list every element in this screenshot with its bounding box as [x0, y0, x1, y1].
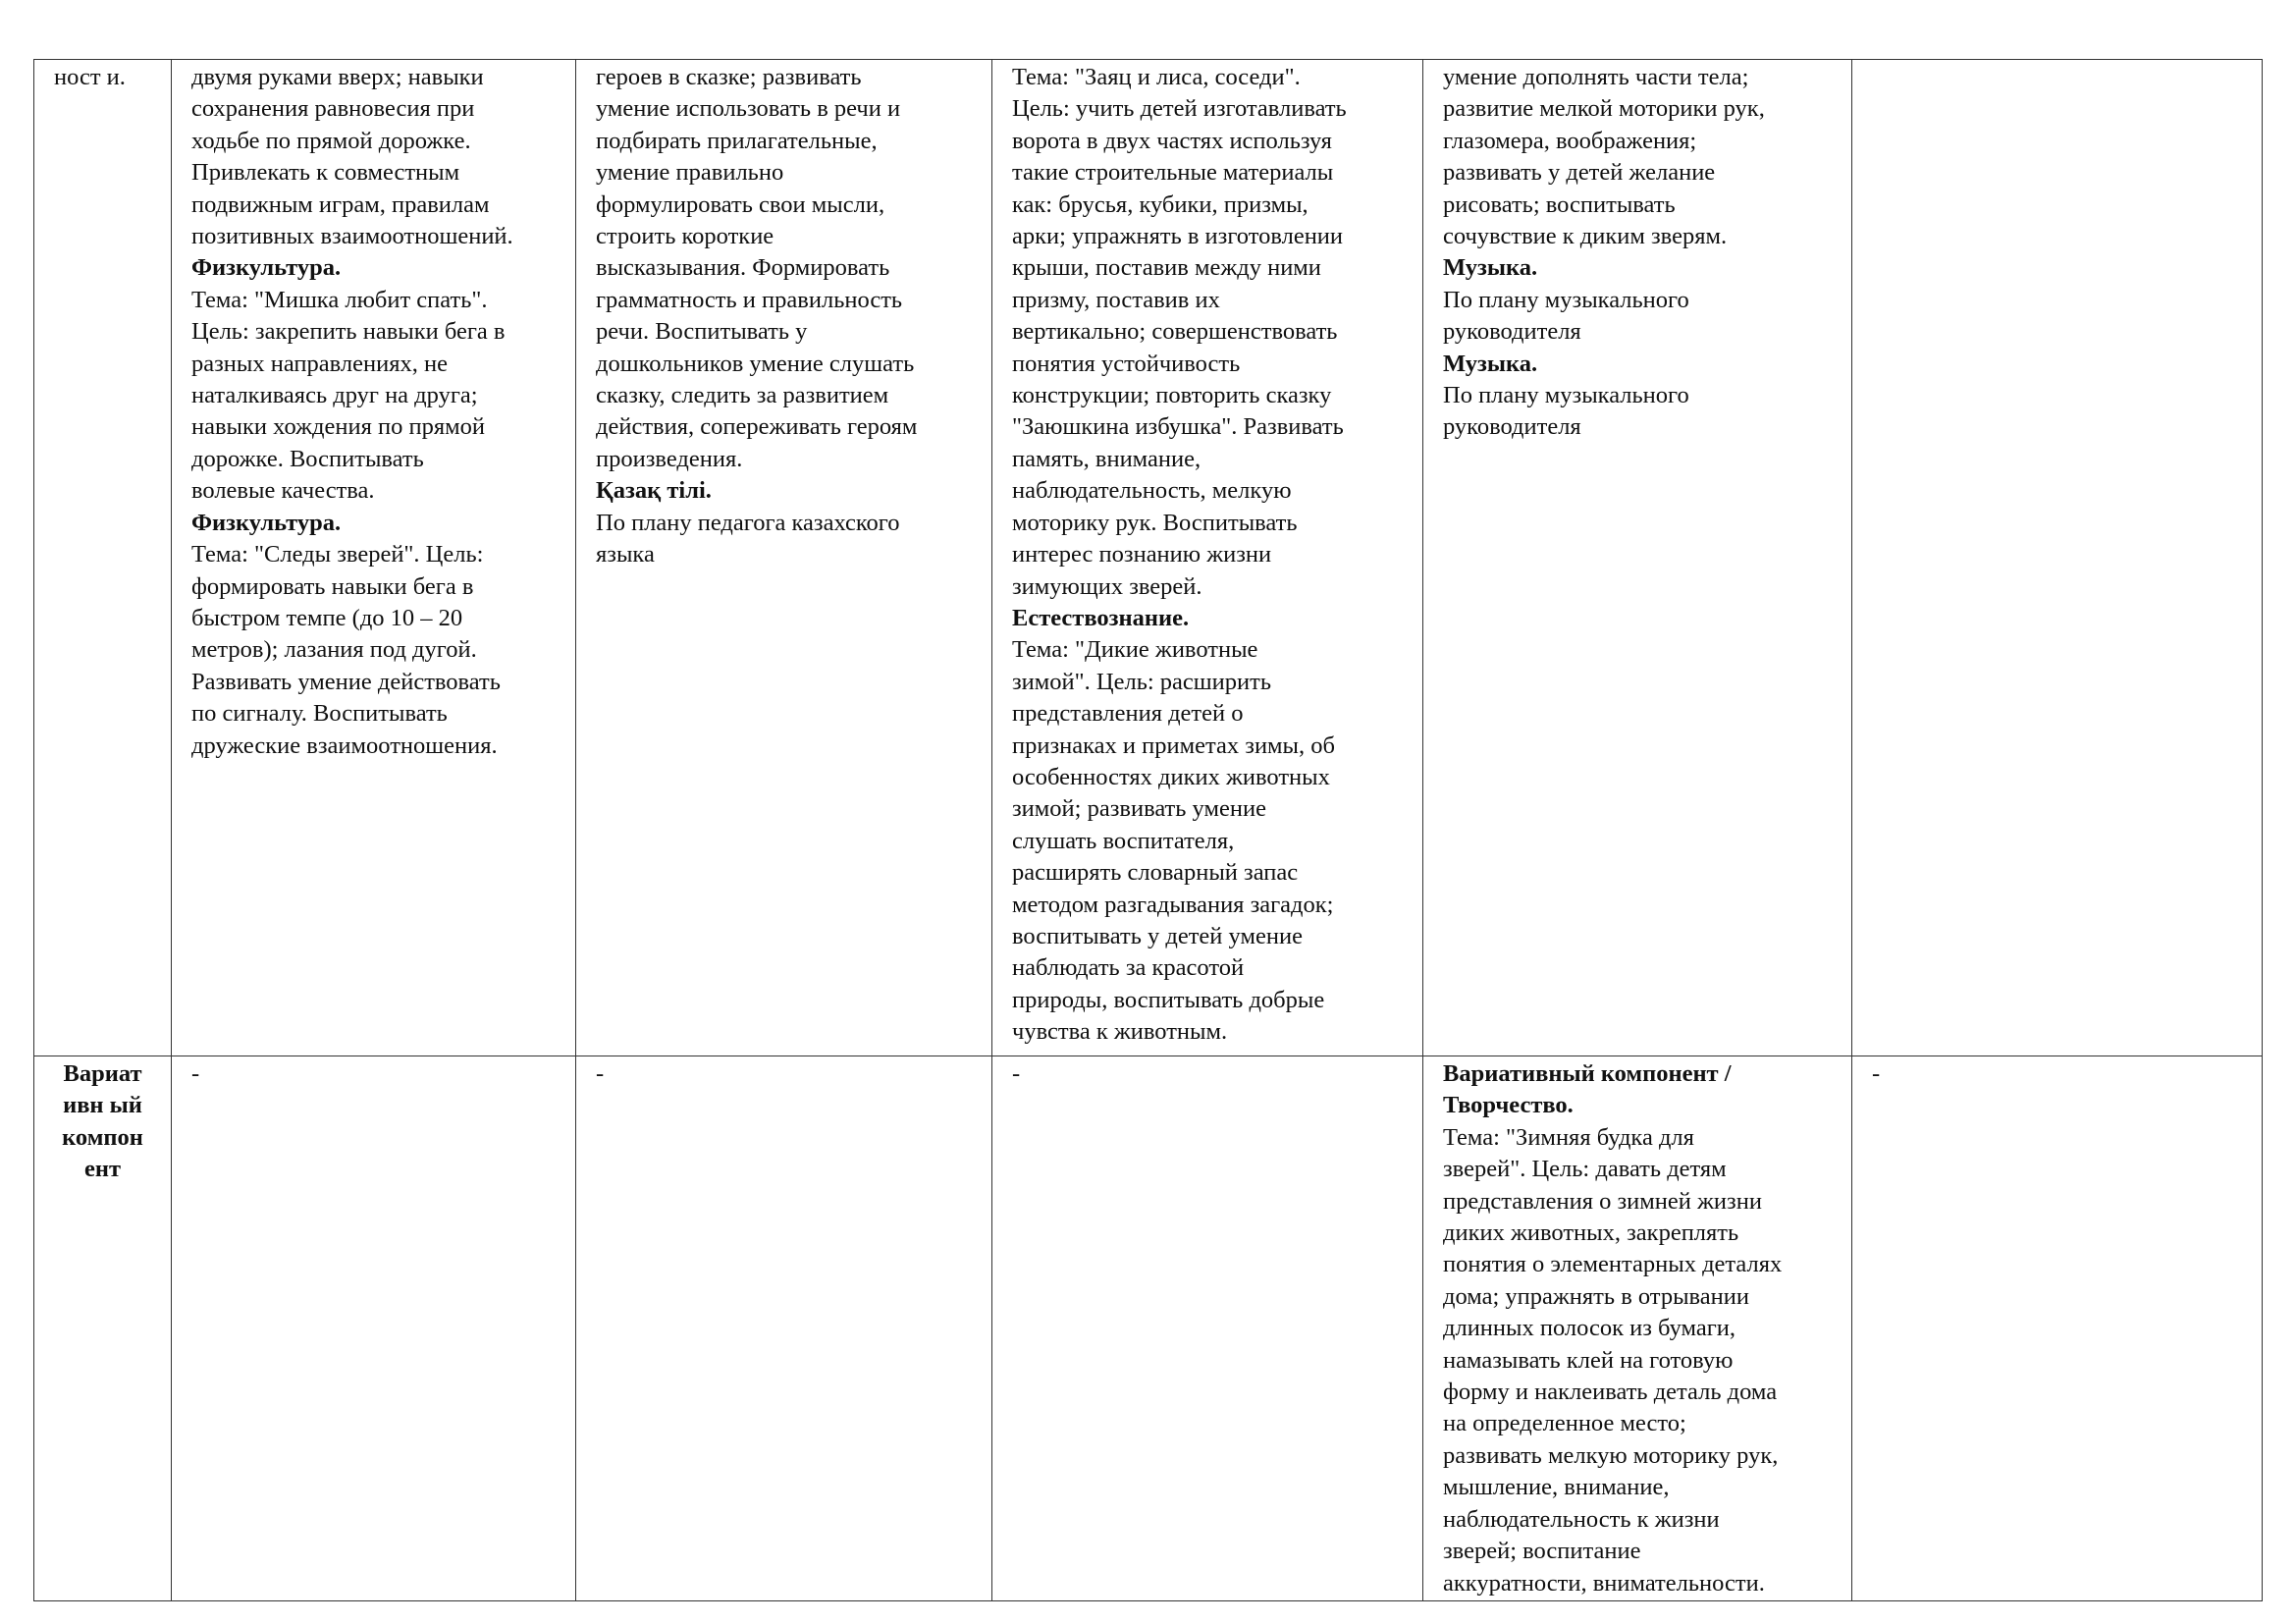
text-line: ворота в двух частях используя [1012, 127, 1332, 154]
text-line: волевые качества. [191, 477, 375, 505]
table-row-variative [34, 1056, 2263, 1601]
text-line: Вариат [63, 1060, 142, 1087]
text-line: Тема: "Мишка любит спать". [191, 286, 488, 313]
text-line: позитивных взаимоотношений. [191, 223, 513, 250]
text-line: "Заюшкина избушка". Развивать [1012, 413, 1344, 441]
text-line: такие строительные материалы [1012, 159, 1334, 187]
text-line: сочувствие к диким зверям. [1443, 223, 1728, 250]
text-line: ност и. [54, 64, 126, 90]
text-line: наталкиваясь друг на друга; [191, 382, 478, 409]
text-line: моторику рук. Воспитывать [1012, 509, 1298, 536]
text-line: Тема: "Дикие животные [1012, 636, 1258, 664]
row-label-cell [34, 60, 172, 1056]
section-heading: Вариативный компонент / [1443, 1060, 1732, 1087]
text-line: крыши, поставив между ними [1012, 254, 1321, 282]
speech-development-cell [576, 60, 992, 1056]
text-line: интерес познанию жизни [1012, 541, 1272, 568]
text-line: Привлекать к совместным [191, 159, 460, 187]
text-line: героев в сказке; развивать [596, 64, 862, 90]
text-line: признаках и приметах зимы, об [1012, 731, 1335, 759]
text-line: понятия о элементарных деталях [1443, 1251, 1783, 1278]
text-line: наблюдательность к жизни [1443, 1505, 1720, 1533]
text-line: грамматность и правильность [596, 286, 903, 313]
text-line: ходьбе по прямой дорожке. [191, 127, 471, 154]
text-line: по сигналу. Воспитывать [191, 700, 448, 728]
text-line: По плану музыкального [1443, 286, 1689, 313]
text-line: умение использовать в речи и [596, 95, 901, 123]
text-line: как: брусья, кубики, призмы, [1012, 190, 1308, 218]
text-line: Тема: "Зимняя будка для [1443, 1123, 1694, 1151]
lesson-plan-table [33, 59, 2263, 1601]
text-line: сказку, следить за развитием [596, 382, 889, 409]
text-line: умение правильно [596, 159, 784, 187]
text-line: особенностях диких животных [1012, 763, 1330, 790]
text-line: - [1012, 1060, 1021, 1087]
text-line: наблюдательность, мелкую [1012, 477, 1292, 505]
section-heading: Физкультура. [191, 254, 342, 282]
text-line: природы, воспитывать добрые [1012, 986, 1325, 1013]
section-heading: Творчество. [1443, 1092, 1574, 1119]
text-line: развивать у детей желание [1443, 159, 1716, 187]
text-line: понятия устойчивость [1012, 350, 1241, 377]
text-line: развитие мелкой моторики рук, [1443, 95, 1765, 123]
text-line: память, внимание, [1012, 445, 1201, 472]
table-row-main [34, 60, 2263, 1056]
text-line: Цель: закрепить навыки бега в [191, 318, 506, 346]
drawing-music-cell [1423, 60, 1852, 1056]
text-line: произведения. [596, 445, 743, 472]
text-line: намазывать клей на готовую [1443, 1346, 1734, 1374]
text-line: зверей; воспитание [1443, 1538, 1641, 1565]
variative-component-label [34, 1056, 172, 1601]
section-heading: Музыка. [1443, 350, 1538, 377]
text-line: высказывания. Формировать [596, 254, 890, 282]
text-line: наблюдать за красотой [1012, 954, 1245, 982]
text-line: - [1872, 1060, 1881, 1087]
text-line: ент [83, 1156, 122, 1183]
text-line: Цель: учить детей изготавливать [1012, 95, 1347, 123]
text-line: По плану педагога казахского [596, 509, 900, 536]
text-line: диких животных, закреплять [1443, 1219, 1739, 1247]
text-line: аккуратности, внимательности. [1443, 1569, 1765, 1597]
text-line: призму, поставив их [1012, 286, 1220, 313]
text-line: строить короткие [596, 223, 774, 250]
text-line: действия, сопереживать героям [596, 413, 918, 441]
text-line: арки; упражнять в изготовлении [1012, 223, 1344, 250]
text-line: метров); лазания под дугой. [191, 636, 477, 664]
text-line: слушать воспитателя, [1012, 827, 1235, 854]
text-line: сохранения равновесия при [191, 95, 475, 123]
text-line: - [596, 1060, 605, 1087]
text-line: Тема: "Следы зверей". Цель: [191, 541, 484, 568]
text-line: воспитывать у детей умение [1012, 922, 1303, 949]
variative-creativity-cell [1423, 1056, 1852, 1601]
section-heading: Естествознание. [1012, 604, 1190, 631]
text-line: компон [62, 1123, 143, 1151]
text-line: представления о зимней жизни [1443, 1187, 1762, 1215]
text-line: - [191, 1060, 200, 1087]
text-line: По плану музыкального [1443, 382, 1689, 409]
text-line: зимой". Цель: расширить [1012, 668, 1272, 695]
text-line: зимующих зверей. [1012, 572, 1202, 600]
text-line: методом разгадывания загадок; [1012, 891, 1334, 918]
text-line: Развивать умение действовать [191, 668, 501, 695]
text-line: на определенное место; [1443, 1410, 1686, 1437]
text-line: представления детей о [1012, 700, 1244, 728]
text-line: ивн ый [63, 1092, 142, 1119]
text-line: руководителя [1443, 318, 1581, 346]
variative-tuesday-cell [576, 1056, 992, 1601]
text-line: двумя руками вверх; навыки [191, 64, 484, 90]
text-line: дружеские взаимоотношения. [191, 731, 498, 759]
text-line: дорожке. Воспитывать [191, 445, 424, 472]
physical-education-cell [172, 60, 576, 1056]
text-line: Тема: "Заяц и лиса, соседи". [1012, 64, 1301, 90]
text-line: дома; упражнять в отрывании [1443, 1282, 1749, 1310]
construction-science-cell [992, 60, 1423, 1056]
text-line: языка [596, 541, 655, 568]
text-line: разных направлениях, не [191, 350, 448, 377]
text-line: формулировать свои мысли, [596, 190, 885, 218]
text-line: подвижным играм, правилам [191, 190, 490, 218]
text-line: умение дополнять части тела; [1443, 64, 1749, 90]
text-line: дошкольников умение слушать [596, 350, 915, 377]
section-heading: Қазақ тілі. [596, 477, 712, 505]
variative-friday-cell [1852, 1056, 2263, 1601]
text-line: чувства к животным. [1012, 1018, 1228, 1046]
text-line: зимой; развивать умение [1012, 795, 1266, 823]
text-line: формировать навыки бега в [191, 572, 474, 600]
text-line: быстром темпе (до 10 – 20 [191, 604, 463, 631]
text-line: конструкции; повторить сказку [1012, 382, 1332, 409]
text-line: руководителя [1443, 413, 1581, 441]
text-line: мышление, внимание, [1443, 1474, 1670, 1501]
text-line: речи. Воспитывать у [596, 318, 808, 346]
variative-wednesday-cell [992, 1056, 1423, 1601]
empty-cell [1852, 60, 2263, 1056]
text-line: зверей". Цель: давать детям [1443, 1156, 1727, 1183]
text-line: глазомера, воображения; [1443, 127, 1697, 154]
section-heading: Физкультура. [191, 509, 342, 536]
text-line: подбирать прилагательные, [596, 127, 878, 154]
text-line: длинных полосок из бумаги, [1443, 1315, 1736, 1342]
variative-monday-cell [172, 1056, 576, 1601]
text-line: форму и наклеивать деталь дома [1443, 1379, 1778, 1406]
text-line: вертикально; совершенствовать [1012, 318, 1338, 346]
text-line: навыки хождения по прямой [191, 413, 485, 441]
text-line: рисовать; воспитывать [1443, 190, 1676, 218]
text-line: расширять словарный запас [1012, 859, 1299, 887]
section-heading: Музыка. [1443, 254, 1538, 282]
text-line: развивать мелкую моторику рук, [1443, 1441, 1779, 1469]
